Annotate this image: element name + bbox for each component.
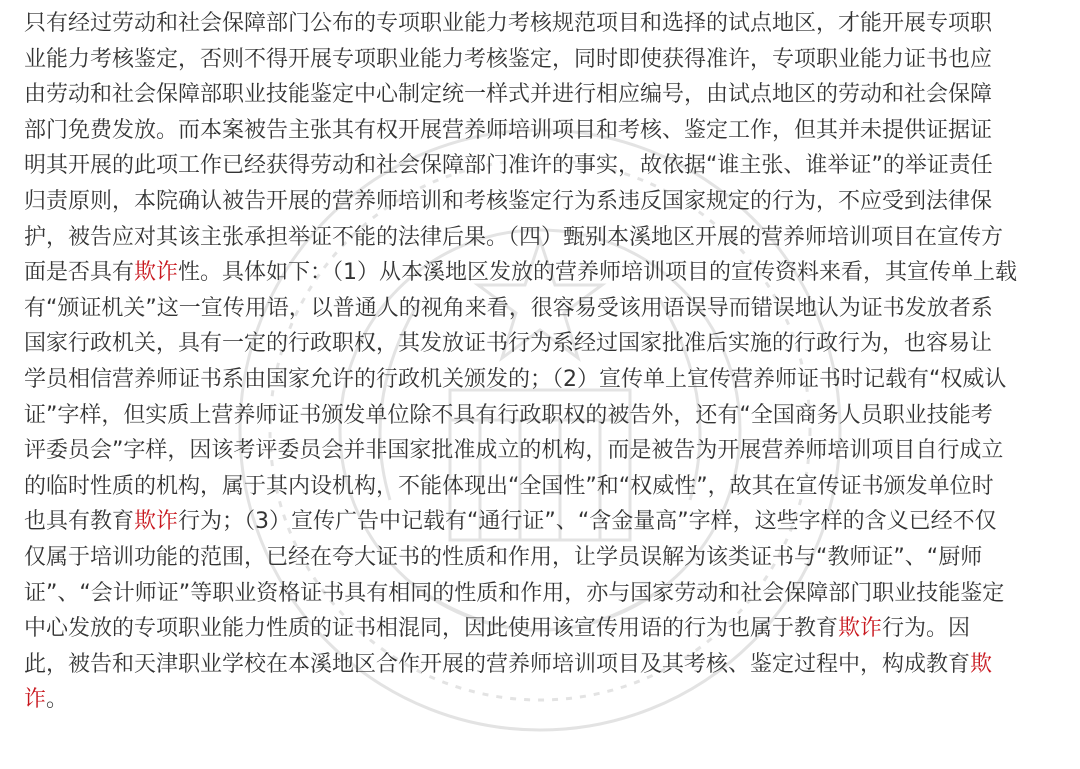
text-line: 护，被告应对其该主张承担举证不能的法律后果。（四）甄别本溪地区开展的营养师培训项目在宣传方 <box>24 224 1004 250</box>
text-line: 国家行政机关，具有一定的行政职权，其发放证书行为系经过国家批准后实施的行政行为，也容易让 <box>24 331 993 357</box>
highlighted-term: 欺诈 <box>134 260 179 286</box>
text-line: 学员相信营养师证书系由国家允许的行政机关颁发的；（2）宣传单上宣传营养师证书时记载有“权威认 <box>24 366 1007 392</box>
highlighted-term: 诈 <box>24 687 47 713</box>
text-segment: 也具有教育 <box>24 509 135 535</box>
text-line: 部门免费发放。而本案被告主张其有权开展营养师培训项目和考核、鉴定工作，但其并未提供证据证 <box>24 117 993 143</box>
text-line: 只有经过劳动和社会保障部门公布的专项职业能力考核规范项目和选择的试点地区，才能开展专项职 <box>24 11 993 36</box>
text-line: 业能力考核鉴定，否则不得开展专项职业能力考核鉴定，同时即使获得准许，专项职业能力证书也应 <box>24 46 993 72</box>
text-segment: 中心发放的专项职业能力性质的证书相混同，因此使用该宣传用语的行为也属于教育 <box>24 616 839 642</box>
text-line <box>24 504 1064 540</box>
highlighted-term: 欺诈 <box>134 509 179 535</box>
text-line <box>24 255 1064 291</box>
text-segment: 此，被告和天津职业学校在本溪地区合作开展的营养师培训项目及其考核、鉴定过程中，构成教育 <box>24 651 971 677</box>
judgment-text <box>24 6 1064 718</box>
text-line: 评委员会”字样，因该考评委员会并非国家批准成立的机构，而是被告为开展营养师培训项目自行成立 <box>24 438 1004 464</box>
text-line <box>24 682 1064 718</box>
text-line: 归责原则，本院确认被告开展的营养师培训和考核鉴定行为系违反国家规定的行为，不应受到法律保 <box>24 188 993 214</box>
highlighted-term: 欺 <box>970 651 993 677</box>
text-segment: 性。具体如下：（1）从本溪地区发放的营养师培训项目的宣传资料来看，其宣传单上载 <box>178 260 1018 286</box>
text-segment: 。 <box>46 687 69 713</box>
text-line: 的临时性质的机构，属于其内设机构，不能体现出“全国性”和“权威性”，故其在宣传证书颁发单位时 <box>24 473 994 499</box>
text-line: 有“颁证机关”这一宣传用语，以普通人的视角来看，很容易受该用语误导而错误地认为证书发放者系 <box>24 295 993 321</box>
text-line: 明其开展的此项工作已经获得劳动和社会保障部门准许的事实，故依据“谁主张、谁举证”的举证责任 <box>24 153 993 179</box>
text-segment: 面是否具有 <box>24 260 135 286</box>
text-segment: 行为。因 <box>882 616 971 642</box>
text-line <box>24 647 1064 683</box>
text-line: 仅属于培训功能的范围，已经在夸大证书的性质和作用，让学员误解为该类证书与“教师证”、“厨师 <box>24 544 983 570</box>
text-segment: 行为；（3）宣传广告中记载有“通行证”、“含金量高”字样，这些字样的含义已经不仅 <box>178 509 997 535</box>
highlighted-term: 欺诈 <box>838 616 883 642</box>
text-line: 证”、“会计师证”等职业资格证书具有相同的性质和作用，亦与国家劳动和社会保障部门职业技能鉴定 <box>24 580 1005 606</box>
text-line: 由劳动和社会保障部职业技能鉴定中心制定统一样式并进行相应编号，由试点地区的劳动和社会保障 <box>24 82 993 108</box>
text-line: 证”字样，但实质上营养师证书颁发单位除不具有行政职权的被告外，还有“全国商务人员职业技能考 <box>24 402 993 428</box>
text-line <box>24 611 1064 647</box>
